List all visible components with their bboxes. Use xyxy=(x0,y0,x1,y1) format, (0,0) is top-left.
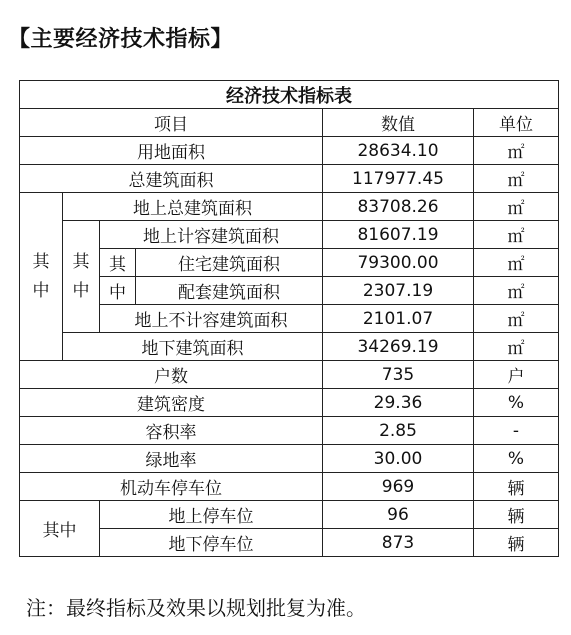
row-value: 34269.19 xyxy=(323,333,474,361)
row-value: 735 xyxy=(323,361,474,389)
row-label: 住宅建筑面积 xyxy=(136,249,323,277)
row-value: 873 xyxy=(323,529,474,557)
row-value: 83708.26 xyxy=(323,193,474,221)
row-unit: 辆 xyxy=(474,473,559,501)
row-label: 绿地率 xyxy=(20,445,323,473)
row-unit: 辆 xyxy=(474,501,559,529)
row-unit: ㎡ xyxy=(474,249,559,277)
row-value: 96 xyxy=(323,501,474,529)
row-unit: 户 xyxy=(474,361,559,389)
group-label-inner-qi: 其 xyxy=(100,249,136,277)
row-label: 建筑密度 xyxy=(20,389,323,417)
table-title-row xyxy=(20,81,559,109)
group-label-char: 其 xyxy=(32,251,50,272)
row-label: 地上不计容建筑面积 xyxy=(100,305,323,333)
row-label: 机动车停车位 xyxy=(20,473,323,501)
row-label: 地上总建筑面积 xyxy=(63,193,323,221)
row-value: 79300.00 xyxy=(323,249,474,277)
table-row xyxy=(20,137,559,165)
row-unit: ㎡ xyxy=(474,137,559,165)
table-row xyxy=(20,529,559,557)
group-label-parking: 其中 xyxy=(20,501,100,557)
row-label: 用地面积 xyxy=(20,137,323,165)
row-value: 969 xyxy=(323,473,474,501)
row-label: 地下建筑面积 xyxy=(63,333,323,361)
table-row xyxy=(20,445,559,473)
group-label-middle xyxy=(63,221,100,333)
economic-indicators-table xyxy=(19,80,559,557)
table-row xyxy=(20,165,559,193)
group-label-char: 其 xyxy=(72,251,90,272)
group-label-char: 中 xyxy=(32,280,50,301)
table-title: 经济技术指标表 xyxy=(20,81,559,109)
table-row xyxy=(20,333,559,361)
page-title: 【主要经济技术指标】 xyxy=(8,27,234,52)
table-header-row xyxy=(20,109,559,137)
row-unit: ㎡ xyxy=(474,165,559,193)
table-row xyxy=(20,417,559,445)
header-value: 数值 xyxy=(323,109,474,137)
row-unit: ㎡ xyxy=(474,305,559,333)
group-label-outer xyxy=(20,193,63,361)
table-row xyxy=(20,473,559,501)
row-unit: 辆 xyxy=(474,529,559,557)
row-value: 28634.10 xyxy=(323,137,474,165)
table-row xyxy=(20,277,559,305)
row-unit: ㎡ xyxy=(474,221,559,249)
row-value: 117977.45 xyxy=(323,165,474,193)
table-row xyxy=(20,305,559,333)
row-value: 81607.19 xyxy=(323,221,474,249)
group-label-inner-zhong: 中 xyxy=(100,277,136,305)
table-row xyxy=(20,193,559,221)
row-label: 地下停车位 xyxy=(100,529,323,557)
table-row xyxy=(20,501,559,529)
row-value: 2101.07 xyxy=(323,305,474,333)
header-unit: 单位 xyxy=(474,109,559,137)
row-unit: ㎡ xyxy=(474,277,559,305)
row-label: 地上计容建筑面积 xyxy=(100,221,323,249)
table-row xyxy=(20,249,559,277)
table-row xyxy=(20,221,559,249)
row-unit: % xyxy=(474,445,559,473)
table-row xyxy=(20,389,559,417)
group-label-char: 中 xyxy=(72,280,90,301)
row-value: 2307.19 xyxy=(323,277,474,305)
row-value: 2.85 xyxy=(323,417,474,445)
footnote: 注：最终指标及效果以规划批复为准。 xyxy=(26,596,366,620)
row-value: 29.36 xyxy=(323,389,474,417)
row-unit: ㎡ xyxy=(474,193,559,221)
row-value: 30.00 xyxy=(323,445,474,473)
row-unit: % xyxy=(474,389,559,417)
row-label: 总建筑面积 xyxy=(20,165,323,193)
row-unit: ㎡ xyxy=(474,333,559,361)
table-row xyxy=(20,361,559,389)
row-label: 地上停车位 xyxy=(100,501,323,529)
header-item: 项目 xyxy=(20,109,323,137)
row-label: 配套建筑面积 xyxy=(136,277,323,305)
row-label: 容积率 xyxy=(20,417,323,445)
row-label: 户数 xyxy=(20,361,323,389)
row-unit: - xyxy=(474,417,559,445)
